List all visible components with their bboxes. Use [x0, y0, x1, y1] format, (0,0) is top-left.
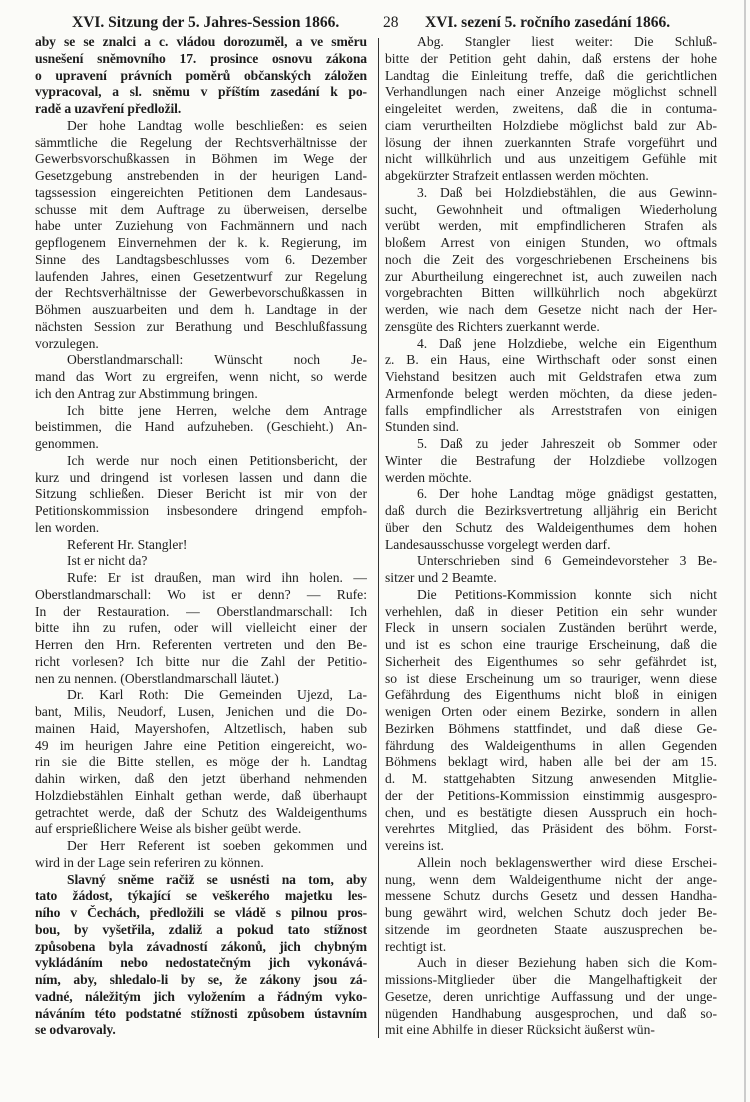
text-line: náváním této podstatné stížnosti způsobem ústavním — [35, 1005, 367, 1021]
text-line: laufenden Jahres, einen Gesetzentwurf zur Regelung — [35, 268, 367, 284]
text-line: Sitzung schließen. Dieser Bericht ist mir von der — [35, 486, 367, 502]
text-line: bant, Milis, Neudorf, Lusen, Jenichen und die Do- — [35, 704, 367, 719]
text-line: sucht, Gewohnheit und oftmaligen Wiederholung — [385, 201, 717, 217]
text-line: nügenden Handhabung ausgesprochen, und daß so- — [385, 1005, 717, 1021]
text-line: genommen. — [35, 436, 99, 451]
text-line: zur Aburtheilung eingerechnet ist, auch zuweilen nach — [385, 268, 717, 284]
text-line: der Rechtsverhältnisse der Gewerbevorschußkassen in — [35, 285, 367, 301]
text-line: Landtag die Einleitung treffe, daß die gerichtlichen — [385, 67, 717, 83]
running-header-czech: XVI. sezení 5. ročního zasedání 1866. — [425, 14, 671, 31]
text-line: ich den Antrag zur Abstimmung bringen. — [35, 385, 258, 401]
paragraph — [35, 838, 367, 872]
text-line: d. M. stattgehabten Sitzung anwesenden Mitglie- — [385, 771, 717, 786]
text-line: Viehstand besitzen auch mit Geldstrafen etwa zum — [385, 369, 717, 384]
text-line: Holzdiebstählen Einhalt gethan werde, daß überhaupt — [35, 787, 367, 803]
text-line: verübt werden, mit empfindlicheren Strafen als — [385, 218, 717, 234]
paragraph — [385, 587, 717, 855]
paragraph — [385, 955, 717, 1039]
text-line: vereins ist. — [385, 838, 444, 853]
text-line: In der Restauration. — Oberstlandmarschall: Ich — [35, 603, 367, 619]
text-line: daß durch die Bezirksvertretung alljährig ein Bericht — [385, 503, 717, 518]
text-line: Rufe: Er ist draußen, man wird ihn holen. — — [67, 570, 367, 585]
left-column — [35, 34, 367, 1039]
text-line: vorzulegen. — [35, 335, 99, 351]
text-line: z. B. ein Haus, eine Wirthschaft oder sonst einen — [385, 352, 717, 368]
text-line: messene Schutz durchs Gesetz und dessen Handha- — [385, 888, 717, 904]
paragraph — [35, 352, 367, 402]
text-line: o upravení právních poměrů občanských záložen — [35, 67, 367, 83]
text-line: Böhmen auszuarbeiten und dem h. Landtage in der — [35, 302, 367, 317]
text-line: kurz und dringend ist vorlesen lassen und dann die — [35, 469, 367, 485]
text-line: über den Schutz des Waldeigenthumes dem hohen — [385, 519, 717, 535]
text-line: Referent Hr. Stangler! — [67, 536, 188, 552]
text-line: Auch in dieser Beziehung haben sich die Kom- — [417, 955, 717, 971]
text-line: Bezirken Böhmens stattfindet, und daß diese Ge- — [385, 720, 717, 736]
text-line: Abg. Stangler liest weiter: Die Schluß- — [417, 34, 717, 49]
text-line: nächsten Session zur Berathung und Beschlußfassung — [35, 318, 367, 334]
paragraph — [385, 486, 717, 553]
text-line: werden möchte. — [385, 469, 472, 485]
text-line: Winter die Bestrafung der Holzdiebe vollzogen — [385, 452, 717, 468]
text-line: Ich werde nur noch einen Petitionsbericht, der — [67, 452, 367, 468]
text-line: bloßem Arrest von einigen Stunden, wo oftmals — [385, 235, 717, 250]
text-line: mainen Haid, Mayershofen, Altzetlisch, haben sub — [35, 720, 367, 736]
text-line: aby se se znalci a c. vládou dorozuměl, a ve směru — [35, 34, 367, 49]
paragraph — [35, 403, 367, 453]
text-line: Gesetze, deren unrichtige Auffassung und der unge- — [385, 988, 717, 1004]
text-line: sitzende im geordneten Staate auszusprechen be- — [385, 921, 717, 937]
text-line: len worden. — [35, 519, 100, 535]
text-line: noch die Zeit des vorgeschriebenen Erscheinens bis — [385, 251, 717, 267]
page-number: 28 — [383, 14, 399, 31]
text-line: Ich bitte jene Herren, welche dem Antrage — [67, 402, 367, 418]
text-line: nung, wenn dem Waldeigenthume nicht der ange- — [385, 871, 717, 887]
text-line: Allein noch beklagenswerther wird diese Erschei- — [417, 854, 717, 870]
text-line: auf ersprießlichere Weise als bisher geübt werde. — [35, 821, 302, 837]
text-line: der der Petitions-Kommission einstimmig ausgespro- — [385, 787, 717, 803]
text-line: habe unter Zuziehung von Fachmännern und nach — [35, 218, 367, 234]
paragraph — [385, 553, 717, 587]
text-line: Oberstlandmarschall: Wo ist er denn? — Rufe: — [35, 586, 367, 602]
paragraph — [385, 436, 717, 486]
text-line: ciam verurtheilten Holzdiebe möglichst bald zur Ab- — [385, 117, 717, 133]
paragraph — [35, 872, 367, 1040]
text-line: mand das Wort zu ergreifen, wenn nicht, so werde — [35, 369, 367, 384]
text-line: Sinne des Landtagsbeschlusses vom 6. Dezember — [35, 251, 367, 267]
text-line: bitte ihn zu rufen, oder will vielleicht einer der — [35, 620, 367, 636]
text-line: usnešení sněmovního 17. prosince osnovu zákona — [35, 50, 367, 66]
text-line: Gewerbsvorschußkassen in Böhmen im Wege der — [35, 151, 367, 167]
paragraph — [385, 185, 717, 336]
text-line: Herren den Hrn. Referenten vertreten und den Be- — [35, 637, 367, 652]
text-line: gepflogenem Einvernehmen der k. k. Regierung, im — [35, 235, 367, 250]
text-line: bitte der Petition geht dahin, daß erstens der hohe — [385, 50, 717, 66]
text-line: richt vorlesen? Ich bitte nur die Zahl der Petitio- — [35, 653, 367, 669]
text-line: tagssession eingereichten Petitionen dem Landesaus- — [35, 184, 367, 200]
paragraph — [35, 34, 367, 118]
text-line: nen zu nennen. (Oberstlandmarschall läutet.) — [35, 670, 279, 686]
paragraph — [35, 537, 367, 554]
paragraph — [35, 453, 367, 537]
text-line: werden, wie nach dem Gesetze nicht nach der Her- — [385, 302, 717, 317]
text-line: Petitionskommission insbesondere dringend empfoh- — [35, 503, 367, 518]
text-line: vadné, náležitým jich vyložením a řádným vyko- — [35, 988, 367, 1004]
paragraph — [35, 553, 367, 570]
text-line: bou, by vyšetřila, zdaliž a pokud tato stížnost — [35, 921, 367, 937]
text-line: se odvarovaly. — [35, 1022, 116, 1038]
text-line: Sicherheit des Eigenthumes so sehr gefährdet ist, — [385, 653, 717, 669]
text-line: 5. Daß zu jeder Jahreszeit ob Sommer oder — [417, 436, 717, 451]
text-line: wird in der Lage sein referiren zu können. — [35, 854, 264, 870]
text-line: Ist er nicht da? — [67, 553, 148, 569]
text-line: Gefährdung des Eigenthums nicht bloß in einigen — [385, 687, 717, 703]
text-line: ního v Čechách, předložili se vládě s pilnou pros- — [35, 905, 367, 920]
paragraph — [385, 336, 717, 437]
text-line: vykládáním nebo nedostatečným jich vykonává- — [35, 955, 367, 971]
paragraph — [35, 687, 367, 838]
text-line: Böhmens beklagt wird, haben alle bei der am 15. — [385, 754, 717, 770]
right-column — [385, 34, 717, 1039]
paragraph — [385, 34, 717, 185]
text-line: schusse mit dem Auftrage zu überweisen, derselbe — [35, 201, 367, 217]
text-line: Landesausschusse vorgelegt werden darf. — [385, 536, 611, 552]
text-line: rin sie die Bitte stellen, es möge der h. Landtag — [35, 754, 367, 770]
text-line: 6. Der hohe Landtag möge gnädigst gestatten, — [417, 486, 717, 502]
text-line: vypracoval, a sl. sněmu v příštím zasedání k po- — [35, 84, 367, 100]
text-line: Der hohe Landtag wolle beschließen: es seien — [67, 117, 367, 133]
text-line: Oberstlandmarschall: Wünscht noch Je- — [67, 352, 367, 368]
paragraph — [385, 855, 717, 956]
text-line: beistimmen, die Hand aufzuheben. (Geschieht.) An- — [35, 419, 367, 435]
text-line: abgekürzter Strafzeit entlassen werden möchten. — [385, 168, 649, 183]
text-line: fährdung des Waldeigenthums in allen Gegenden — [385, 737, 717, 753]
text-line: missions-Mitglieder über die Mangelhaftigkeit der — [385, 972, 717, 987]
text-line: sitzer und 2 Beamte. — [385, 570, 497, 585]
text-line: Unterschrieben sind 6 Gemeindevorsteher 3 Be- — [417, 553, 717, 569]
column-divider — [378, 38, 379, 1038]
text-line: bung gewährt wird, welchen Schutz doch jeder Be- — [385, 905, 717, 920]
text-line: Fleck in unsern socialen Zuständen berührt werde, — [385, 620, 717, 636]
text-line: und ist es schon eine traurige Erscheinung, daß die — [385, 637, 717, 652]
text-line: tato žádost, týkající se veškerého majetku les- — [35, 888, 367, 904]
text-line: getrachtet werde, daß der Schutz des Waldeigenthums — [35, 804, 367, 820]
text-line: ním, aby, shledalo-li by se, že zákony jsou zá- — [35, 972, 367, 987]
paragraph — [35, 118, 367, 353]
text-line: so ist diese Erscheinung um so trauriger, wenn diese — [385, 670, 717, 686]
text-line: lösung der ihnen zuerkannten Strafe vorgeführt und — [385, 134, 717, 150]
text-line: eingeleitet werden, zweitens, daß die in contuma- — [385, 101, 717, 116]
text-line: mit eine Abhilfe in dieser Rücksicht äußerst wün- — [385, 1022, 655, 1038]
text-line: 4. Daß jene Holzdiebe, welche ein Eigenthum — [417, 335, 717, 351]
text-line: Die Petitions-Kommission konnte sich nicht — [417, 586, 717, 602]
text-line: Gesetzgebung anstrebenden in der heurigen Land- — [35, 168, 367, 183]
text-line: chen, und es bestätigte diesen Ausspruch ein hoch- — [385, 804, 717, 820]
text-line: nicht willkührlich und aus unzeitigem Gefühle mit — [385, 151, 717, 167]
text-line: sämmtliche die Regelung der Rechtsverhältnisse der — [35, 134, 367, 150]
text-line: radě a uzavření předložil. — [35, 101, 182, 116]
text-line: dahin wirken, daß den jetzt überhand nehmenden — [35, 771, 367, 786]
page-edge — [744, 0, 746, 1102]
text-line: způsobena byla závadností zákonů, jich chybným — [35, 938, 367, 954]
text-line: Dr. Karl Roth: Die Gemeinden Ujezd, La- — [67, 687, 367, 703]
text-line: verehrtes Mitglied, das Präsident des böhm. Forst- — [385, 821, 717, 837]
text-line: wenigen Orten oder einem Bezirke, sondern in allen — [385, 704, 717, 719]
text-line: verhehlen, daß in dieser Petition ein sehr wunder — [385, 603, 717, 619]
text-line: Armenfonde belegt werden möchten, da diese jeden- — [385, 385, 717, 401]
text-line: Slavný sněme račiž se usnésti na tom, aby — [67, 871, 367, 887]
paragraph — [35, 570, 367, 687]
text-line: rechtigt ist. — [385, 938, 447, 954]
text-line: Der Herr Referent ist soeben gekommen und — [67, 838, 367, 853]
text-line: 3. Daß bei Holzdiebstählen, die aus Gewinn- — [417, 184, 717, 200]
text-line: falls empfindlicher als Arreststrafen von einigen — [385, 402, 717, 418]
text-line: zensgüte des Richters zuerkannt werde. — [385, 318, 600, 334]
running-header-german: XVI. Sitzung der 5. Jahres-Session 1866. — [72, 14, 340, 31]
text-line: vorgebrachten Bitten willkührlich noch abgekürzt — [385, 285, 717, 301]
text-line: Stunden sind. — [385, 419, 460, 435]
text-line: Verhandlungen nach einer Anzeige möglichst schnell — [385, 84, 717, 100]
text-line: 49 im heurigen Jahre eine Petition eingereicht, wo- — [35, 737, 367, 753]
